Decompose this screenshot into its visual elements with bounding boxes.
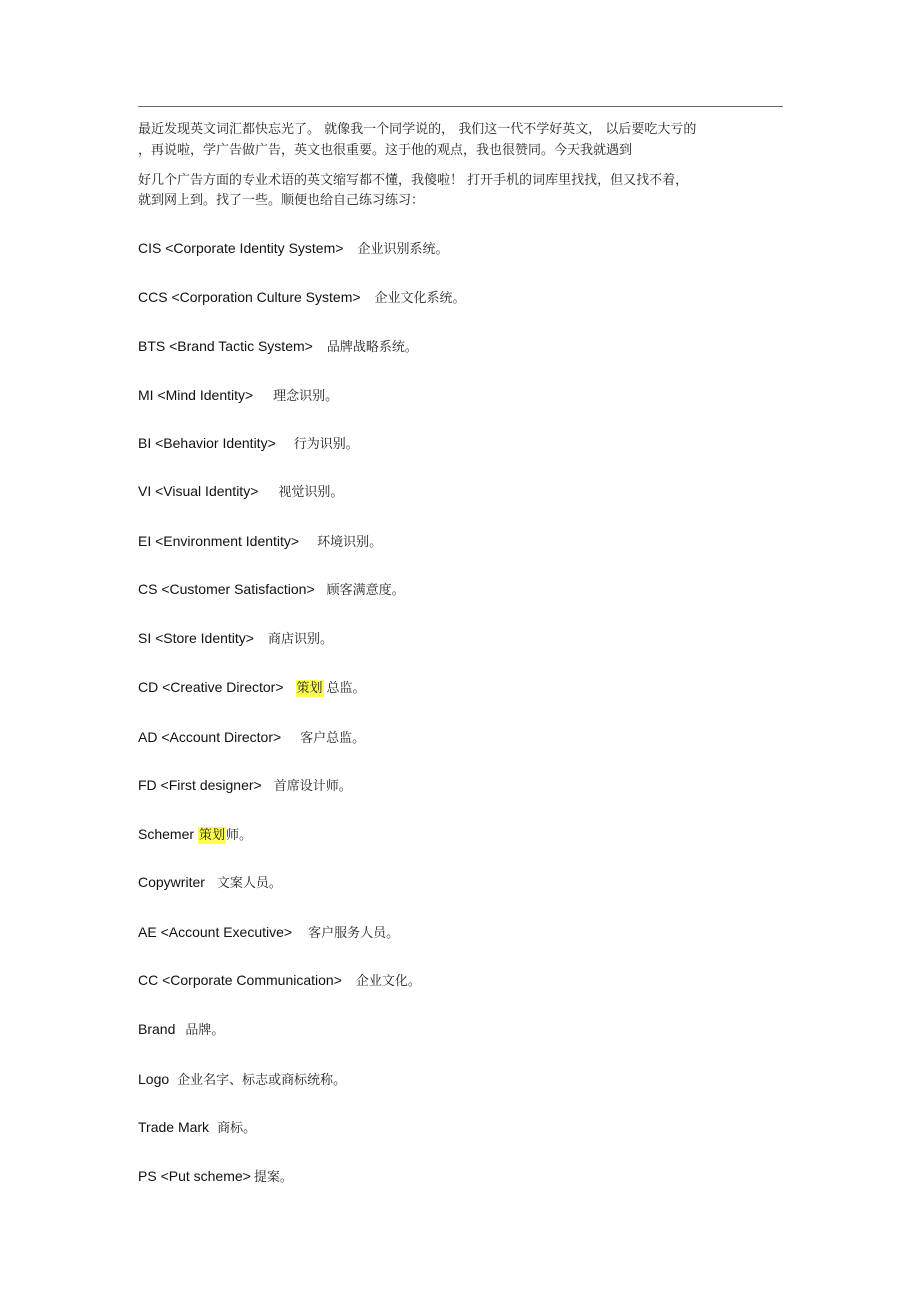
- glossary-entry: [138, 872, 282, 894]
- glossary-entry: [138, 481, 343, 503]
- term-chinese: 商店识别。: [267, 632, 333, 647]
- term-english: Copywriter: [138, 874, 205, 890]
- term-english: EI <Environment Identity>: [138, 533, 300, 549]
- glossary-entry: [138, 238, 448, 260]
- term-english: AD <Account Director>: [138, 729, 282, 745]
- term-english: MI <Mind Identity>: [138, 387, 254, 403]
- term-chinese: 企业名字、标志或商标统称。: [177, 1073, 347, 1088]
- glossary-entry: [138, 922, 399, 944]
- term-chinese: 品牌战略系统。: [326, 340, 418, 355]
- term-chinese: 企业识别系统。: [357, 242, 449, 257]
- term-chinese: 提案。: [253, 1170, 293, 1185]
- term-chinese-highlighted: 策划: [199, 828, 226, 843]
- term-chinese: 环境识别。: [317, 535, 383, 550]
- term-english: Trade Mark: [138, 1119, 210, 1135]
- term-chinese: 品牌。: [185, 1023, 225, 1038]
- glossary-entry: [138, 287, 466, 309]
- glossary-entry: [138, 1117, 256, 1139]
- term-chinese: 客户总监。: [300, 731, 366, 746]
- term-chinese: 理念识别。: [273, 389, 339, 404]
- term-chinese: 首席设计师。: [273, 779, 352, 794]
- term-chinese: 企业文化系统。: [374, 291, 466, 306]
- term-english: AE <Account Executive>: [138, 924, 293, 940]
- term-english: CS <Customer Satisfaction>: [138, 581, 315, 597]
- glossary-entry: [138, 433, 359, 455]
- term-chinese: 客户服务人员。: [308, 926, 400, 941]
- term-chinese: 视觉识别。: [278, 485, 344, 500]
- term-english: FD <First designer>: [138, 777, 262, 793]
- glossary-entry: [138, 336, 418, 358]
- term-english: BI <Behavior Identity>: [138, 435, 276, 451]
- intro-line-2: ，再说啦，学广告做广告，英文也很重要。这于他的观点，我也很赞同。今天我就遇到: [138, 143, 633, 158]
- term-english: PS <Put scheme>: [138, 1168, 251, 1184]
- glossary-entry: [138, 970, 421, 992]
- glossary-entry: [138, 628, 333, 650]
- term-english: CD <Creative Director>: [138, 679, 284, 695]
- term-chinese-highlighted: 策划: [296, 681, 323, 696]
- term-english: Brand: [138, 1021, 176, 1037]
- glossary-entry: [138, 579, 405, 601]
- intro-line-3: 好几个广告方面的专业术语的英文缩写都不懂，我傻啦！ 打开手机的词库里找找，但又找不着，: [138, 173, 689, 188]
- glossary-entry: [138, 385, 338, 407]
- glossary-entry: [138, 1069, 346, 1091]
- term-chinese: 商标。: [217, 1121, 257, 1136]
- intro-line-1: 最近发现英文词汇都快忘光了。 就像我一个同学说的， 我们这一代不学好英文， 以后要吃大亏的: [138, 122, 697, 137]
- term-chinese: 总监。: [326, 681, 366, 696]
- glossary-entry: [138, 775, 352, 797]
- term-english: Schemer: [138, 826, 195, 842]
- term-english: CCS <Corporation Culture System>: [138, 289, 361, 305]
- glossary-entry: [138, 1019, 224, 1041]
- term-chinese: 企业文化。: [355, 974, 421, 989]
- term-english: BTS <Brand Tactic System>: [138, 338, 313, 354]
- term-chinese: 顾客满意度。: [326, 583, 405, 598]
- glossary-entry: [138, 531, 382, 553]
- glossary-entry: [138, 727, 365, 749]
- term-chinese: 师。: [226, 828, 253, 843]
- term-chinese: 行为识别。: [293, 437, 359, 452]
- term-english: Logo: [138, 1071, 170, 1087]
- glossary-entry: [138, 824, 252, 846]
- glossary-entry: [138, 1166, 293, 1188]
- term-chinese: 文案人员。: [216, 876, 282, 891]
- term-english: SI <Store Identity>: [138, 630, 254, 646]
- term-english: CC <Corporate Communication>: [138, 972, 342, 988]
- glossary-entry: [138, 677, 366, 699]
- header-rule: [138, 106, 783, 107]
- term-english: VI <Visual Identity>: [138, 483, 259, 499]
- intro-line-4: 就到网上到。找了一些。顺便也给自己练习练习：: [138, 193, 425, 208]
- term-english: CIS <Corporate Identity System>: [138, 240, 344, 256]
